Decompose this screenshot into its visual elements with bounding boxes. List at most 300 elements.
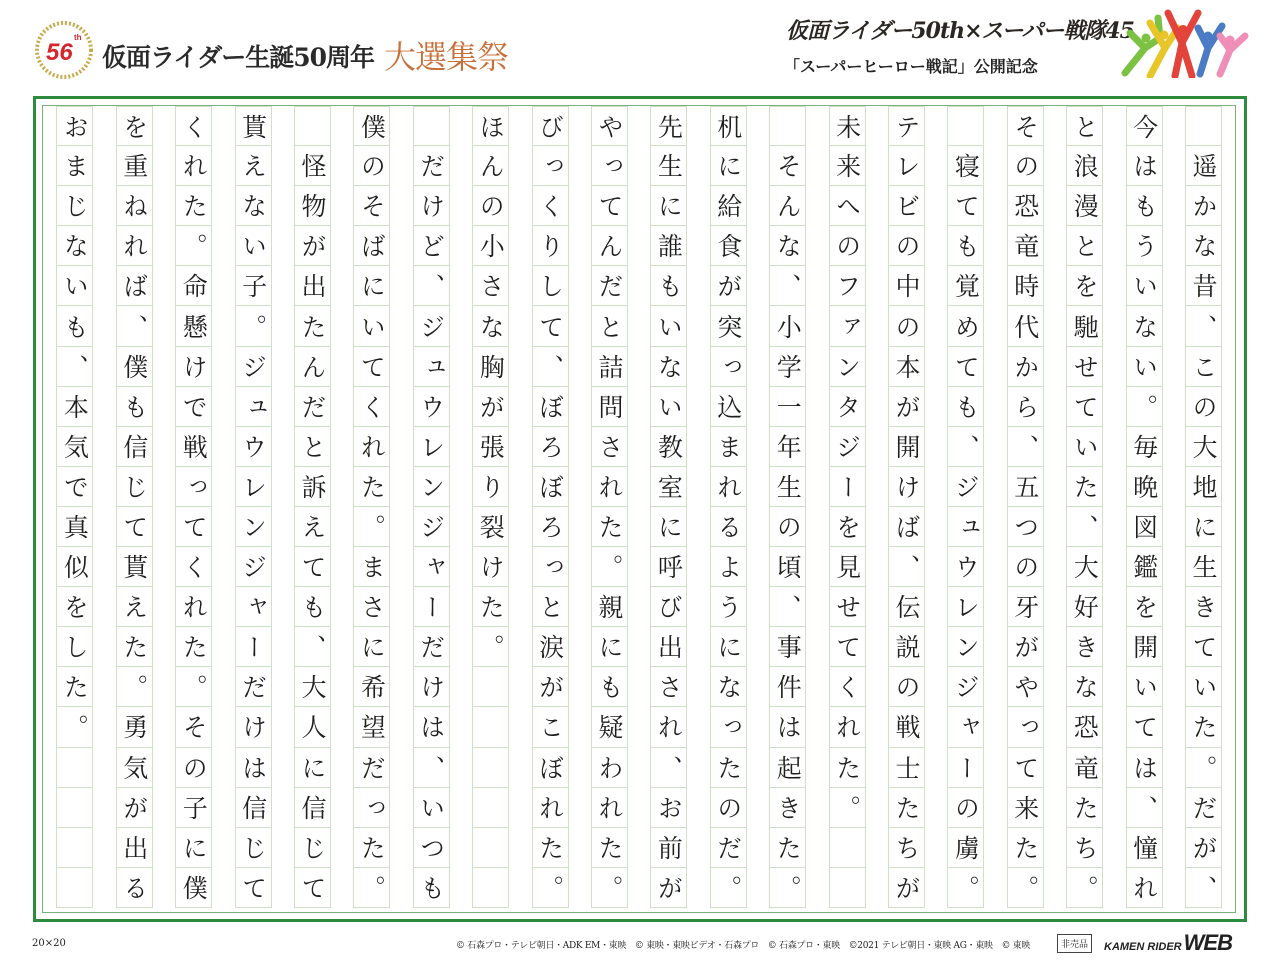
manuscript-cell: や — [1007, 667, 1044, 707]
manuscript-cell: る — [710, 507, 747, 547]
manuscript-cell: ュ — [413, 347, 450, 387]
manuscript-cell: な — [1126, 306, 1163, 346]
manuscript-cell: た — [353, 828, 390, 868]
manuscript-cell: 小 — [472, 226, 509, 266]
manuscript-cell: か — [1007, 347, 1044, 387]
manuscript-cell: ん — [591, 226, 628, 266]
manuscript-cell: 物 — [294, 186, 331, 226]
manuscript-column — [1007, 106, 1044, 908]
manuscript-cell: っ — [353, 788, 390, 828]
manuscript-cell: び — [532, 106, 569, 146]
manuscript-column — [650, 106, 687, 908]
manuscript-cell: い — [56, 266, 93, 306]
manuscript-cell: の — [947, 788, 984, 828]
manuscript-cell: 、 — [413, 748, 450, 788]
manuscript-cell: 。 — [353, 507, 390, 547]
manuscript-cell: 、 — [947, 427, 984, 467]
kamen-rider-logo-text: KAMEN RIDER — [1104, 941, 1182, 953]
manuscript-cell: 出 — [650, 627, 687, 667]
manuscript-cell: た — [175, 186, 212, 226]
manuscript-cell: 。 — [56, 707, 93, 747]
manuscript-cell: わ — [591, 748, 628, 788]
manuscript-cell: を — [116, 106, 153, 146]
manuscript-cell: い — [650, 306, 687, 346]
manuscript-cell: ぼ — [532, 748, 569, 788]
manuscript-cell: た — [1066, 467, 1103, 507]
manuscript-cell: 図 — [1126, 507, 1163, 547]
manuscript-cell: っ — [591, 146, 628, 186]
manuscript-cell: 恐 — [1066, 707, 1103, 747]
manuscript-cell: た — [591, 507, 628, 547]
manuscript-cell: 、 — [1126, 788, 1163, 828]
manuscript-cell: も — [947, 387, 984, 427]
manuscript-cell: れ — [591, 788, 628, 828]
manuscript-cell: ー — [829, 467, 866, 507]
manuscript-cell: そ — [175, 707, 212, 747]
manuscript-cell: ュ — [947, 507, 984, 547]
manuscript-cell — [472, 828, 509, 868]
manuscript-cell: や — [591, 106, 628, 146]
manuscript-cell: 恐 — [1007, 186, 1044, 226]
manuscript-cell: 胸 — [472, 347, 509, 387]
manuscript-cell: 希 — [353, 667, 390, 707]
manuscript-cell: 。 — [829, 788, 866, 828]
manuscript-cell: せ — [1066, 347, 1103, 387]
manuscript-cell: ャ — [413, 547, 450, 587]
manuscript-cell: ど — [413, 226, 450, 266]
manuscript-cell: れ — [175, 146, 212, 186]
manuscript-cell: き — [1066, 627, 1103, 667]
manuscript-cell: 望 — [353, 707, 390, 747]
manuscript-cell: 生 — [769, 467, 806, 507]
manuscript-column — [769, 106, 806, 908]
manuscript-cell: ぼ — [532, 467, 569, 507]
manuscript-cell: 給 — [710, 186, 747, 226]
manuscript-column — [532, 106, 569, 908]
manuscript-cell: 大 — [1066, 547, 1103, 587]
manuscript-cell: 戦 — [175, 427, 212, 467]
manuscript-cell: 開 — [888, 427, 925, 467]
manuscript-cell: の — [472, 186, 509, 226]
manuscript-cell: ジ — [413, 306, 450, 346]
manuscript-cell: 。 — [1066, 868, 1103, 908]
manuscript-cell: て — [175, 507, 212, 547]
manuscript-cell: だ — [710, 828, 747, 868]
manuscript-cell: け — [413, 186, 450, 226]
manuscript-cell: く — [353, 387, 390, 427]
manuscript-cell: く — [532, 186, 569, 226]
manuscript-cell — [56, 868, 93, 908]
manuscript-cell: を — [1126, 587, 1163, 627]
manuscript-cell: が — [532, 667, 569, 707]
manuscript-cell: 来 — [1007, 788, 1044, 828]
web-logo-text: WEB — [1183, 930, 1232, 955]
manuscript-cell: ま — [56, 146, 93, 186]
manuscript-cell: 子 — [235, 266, 272, 306]
manuscript-cell: ん — [472, 146, 509, 186]
manuscript-cell: つ — [413, 828, 450, 868]
manuscript-column — [1126, 106, 1163, 908]
manuscript-cell: る — [116, 868, 153, 908]
manuscript-cell: だ — [235, 667, 272, 707]
manuscript-cell: 室 — [650, 467, 687, 507]
manuscript-column — [947, 106, 984, 908]
manuscript-cell: っ — [710, 347, 747, 387]
kamen-rider-web-logo — [1104, 930, 1232, 956]
grid-size-label: 20×20 — [32, 938, 66, 949]
manuscript-cell: も — [650, 266, 687, 306]
manuscript-cell: お — [650, 788, 687, 828]
manuscript-cell: い — [1126, 266, 1163, 306]
manuscript-cell: 命 — [175, 266, 212, 306]
manuscript-cell: 伝 — [888, 587, 925, 627]
manuscript-cell: 。 — [175, 667, 212, 707]
manuscript-cell: さ — [353, 587, 390, 627]
manuscript-cell: て — [294, 547, 331, 587]
manuscript-cell: 生 — [650, 146, 687, 186]
manuscript-cell: 未 — [829, 106, 866, 146]
manuscript-cell: 信 — [116, 427, 153, 467]
manuscript-cell: が — [710, 266, 747, 306]
manuscript-cell: 、 — [769, 587, 806, 627]
manuscript-cell: 張 — [472, 427, 509, 467]
manuscript-cell: え — [116, 587, 153, 627]
manuscript-column — [591, 106, 628, 908]
manuscript-cell: さ — [472, 266, 509, 306]
manuscript-cell — [472, 667, 509, 707]
manuscript-cell: ま — [710, 427, 747, 467]
manuscript-cell: く — [829, 667, 866, 707]
manuscript-cell — [829, 828, 866, 868]
manuscript-cell: う — [710, 587, 747, 627]
manuscript-cell: 鑑 — [1126, 547, 1163, 587]
manuscript-cell: 真 — [56, 507, 93, 547]
manuscript-cell: ャ — [235, 587, 272, 627]
manuscript-cell: た — [1007, 828, 1044, 868]
manuscript-cell: れ — [710, 467, 747, 507]
manuscript-cell: い — [1066, 427, 1103, 467]
manuscript-cell: ジ — [235, 547, 272, 587]
manuscript-cell: 。 — [175, 226, 212, 266]
manuscript-cell: 、 — [1185, 868, 1222, 908]
manuscript-cell: も — [947, 226, 984, 266]
manuscript-cell: 好 — [1066, 587, 1103, 627]
manuscript-cell: 頃 — [769, 547, 806, 587]
manuscript-cell: 、 — [650, 748, 687, 788]
manuscript-cell: 教 — [650, 427, 687, 467]
manuscript-cell: な — [1185, 226, 1222, 266]
manuscript-cell: 僕 — [116, 347, 153, 387]
manuscript-cell: な — [235, 186, 272, 226]
manuscript-cell: た — [56, 667, 93, 707]
manuscript-column — [56, 106, 93, 908]
manuscript-inner-frame — [42, 105, 1236, 913]
manuscript-cell: 代 — [1007, 306, 1044, 346]
svg-text:56: 56 — [46, 39, 73, 66]
manuscript-cell: ね — [116, 186, 153, 226]
manuscript-cell: よ — [710, 547, 747, 587]
manuscript-cell: 一 — [769, 387, 806, 427]
manuscript-cell: ほ — [472, 106, 509, 146]
manuscript-cell: フ — [829, 266, 866, 306]
manuscript-cell: ン — [413, 467, 450, 507]
manuscript-cell: く — [175, 106, 212, 146]
manuscript-cell — [472, 748, 509, 788]
manuscript-cell: 年 — [769, 427, 806, 467]
manuscript-cell: 詰 — [591, 347, 628, 387]
manuscript-cell: に — [175, 828, 212, 868]
manuscript-cell: 地 — [1185, 467, 1222, 507]
manuscript-column — [888, 106, 925, 908]
manuscript-cell: の — [1007, 547, 1044, 587]
manuscript-cell: 僕 — [353, 106, 390, 146]
manuscript-cell: っ — [532, 547, 569, 587]
collab-logo-text: 仮面ライダー50th×スーパー戦隊45 — [786, 18, 1134, 44]
manuscript-cell — [294, 106, 331, 146]
manuscript-cell: 、 — [294, 627, 331, 667]
manuscript-cell: て — [116, 507, 153, 547]
manuscript-cell: て — [1185, 627, 1222, 667]
manuscript-cell: 本 — [56, 387, 93, 427]
manuscript-cell: の — [353, 146, 390, 186]
manuscript-cell: 前 — [650, 828, 687, 868]
manuscript-cell: 人 — [294, 707, 331, 747]
manuscript-column — [710, 106, 747, 908]
manuscript-cell: 貰 — [235, 106, 272, 146]
manuscript-cell: ち — [1066, 828, 1103, 868]
manuscript-cell: 、 — [1007, 427, 1044, 467]
manuscript-cell: 覚 — [947, 266, 984, 306]
manuscript-cell: て — [353, 347, 390, 387]
manuscript-cell: な — [769, 226, 806, 266]
manuscript-cell: 大 — [294, 667, 331, 707]
manuscript-cell: は — [235, 748, 272, 788]
svg-text:th: th — [74, 33, 82, 42]
manuscript-cell: な — [472, 306, 509, 346]
manuscript-cell: ジ — [947, 667, 984, 707]
manuscript-cell: 。 — [1126, 387, 1163, 427]
manuscript-cell: 怪 — [294, 146, 331, 186]
manuscript-cell: 。 — [472, 627, 509, 667]
manuscript-cell: て — [532, 306, 569, 346]
manuscript-cell: 晩 — [1126, 467, 1163, 507]
manuscript-cell: 出 — [294, 266, 331, 306]
manuscript-cell: と — [1066, 106, 1103, 146]
manuscript-cell: 五 — [1007, 467, 1044, 507]
manuscript-cell: 時 — [1007, 266, 1044, 306]
manuscript-cell: 来 — [829, 146, 866, 186]
manuscript-cell: じ — [235, 828, 272, 868]
manuscript-cell: け — [888, 467, 925, 507]
manuscript-cell: ジ — [829, 427, 866, 467]
manuscript-cell: ん — [769, 186, 806, 226]
manuscript-cell: に — [710, 146, 747, 186]
manuscript-cell: 。 — [235, 306, 272, 346]
manuscript-cell: た — [353, 467, 390, 507]
manuscript-cell: の — [829, 226, 866, 266]
manuscript-cell: ー — [413, 587, 450, 627]
manuscript-cell: た — [472, 587, 509, 627]
manuscript-cell: て — [1126, 707, 1163, 747]
manuscript-cell — [1185, 106, 1222, 146]
manuscript-cell — [947, 106, 984, 146]
manuscript-cell: っ — [1007, 707, 1044, 747]
manuscript-cell: 生 — [1185, 547, 1222, 587]
manuscript-cell: 親 — [591, 587, 628, 627]
manuscript-cell: が — [294, 226, 331, 266]
manuscript-cell: そ — [769, 146, 806, 186]
manuscript-cell: 、 — [413, 266, 450, 306]
manuscript-cell: ァ — [829, 306, 866, 346]
manuscript-cell: に — [710, 627, 747, 667]
manuscript-cell: 食 — [710, 226, 747, 266]
manuscript-cell: き — [1185, 587, 1222, 627]
kamen-rider-56th-logo — [34, 20, 94, 80]
manuscript-cell: い — [235, 226, 272, 266]
manuscript-cell: を — [56, 587, 93, 627]
manuscript-cell: れ — [116, 226, 153, 266]
manuscript-cell: れ — [591, 467, 628, 507]
manuscript-cell: 件 — [769, 667, 806, 707]
manuscript-cell: た — [1185, 707, 1222, 747]
manuscript-cell: 説 — [888, 627, 925, 667]
manuscript-cell: て — [947, 347, 984, 387]
manuscript-cell: 先 — [650, 106, 687, 146]
manuscript-cell — [769, 106, 806, 146]
manuscript-column — [472, 106, 509, 908]
manuscript-cell: け — [235, 707, 272, 747]
manuscript-cell: り — [472, 467, 509, 507]
manuscript-cell: り — [532, 226, 569, 266]
manuscript-cell — [472, 868, 509, 908]
manuscript-cell: 訴 — [294, 467, 331, 507]
manuscript-cell: は — [769, 707, 806, 747]
manuscript-cell: 疑 — [591, 707, 628, 747]
manuscript-cell: じ — [116, 467, 153, 507]
manuscript-cell: て — [235, 868, 272, 908]
manuscript-cell: ン — [235, 507, 272, 547]
manuscript-cell: 重 — [116, 146, 153, 186]
manuscript-cell: レ — [888, 146, 925, 186]
manuscript-cell: ウ — [235, 427, 272, 467]
manuscript-cell: 、 — [532, 347, 569, 387]
manuscript-cell: 遥 — [1185, 146, 1222, 186]
manuscript-cell: れ — [829, 707, 866, 747]
manuscript-cell: 漫 — [1066, 186, 1103, 226]
manuscript-cell: っ — [710, 707, 747, 747]
manuscript-cell: か — [1185, 186, 1222, 226]
manuscript-cell: て — [1007, 748, 1044, 788]
manuscript-cell: だ — [353, 748, 390, 788]
manuscript-cell: い — [353, 306, 390, 346]
manuscript-cell: 、 — [769, 266, 806, 306]
manuscript-cell: 。 — [116, 667, 153, 707]
manuscript-cell: 本 — [888, 347, 925, 387]
manuscript-cell: お — [56, 106, 93, 146]
manuscript-cell: を — [1066, 266, 1103, 306]
manuscript-cell: い — [1126, 347, 1163, 387]
manuscript-cell: 。 — [1007, 868, 1044, 908]
manuscript-cell: し — [532, 266, 569, 306]
manuscript-column — [235, 106, 272, 908]
manuscript-cell: さ — [591, 427, 628, 467]
manuscript-cell: 憧 — [1126, 828, 1163, 868]
manuscript-cell: 馳 — [1066, 306, 1103, 346]
manuscript-cell: 涙 — [532, 627, 569, 667]
manuscript-cell: な — [710, 667, 747, 707]
manuscript-cell: 、 — [1185, 306, 1222, 346]
manuscript-cell: 。 — [769, 868, 806, 908]
manuscript-cell: 開 — [1126, 627, 1163, 667]
manuscript-cell: 呼 — [650, 547, 687, 587]
manuscript-cell: ン — [829, 347, 866, 387]
manuscript-cell: さ — [650, 667, 687, 707]
manuscript-cell — [472, 788, 509, 828]
manuscript-cell: た — [175, 627, 212, 667]
manuscript-cell: 問 — [591, 387, 628, 427]
manuscript-cell: ま — [353, 547, 390, 587]
manuscript-cell: た — [532, 828, 569, 868]
manuscript-cell: 机 — [710, 106, 747, 146]
manuscript-cell: た — [710, 748, 747, 788]
manuscript-cell: も — [56, 306, 93, 346]
manuscript-cell: て — [829, 627, 866, 667]
manuscript-cell: ャ — [947, 707, 984, 747]
manuscript-cell: え — [294, 507, 331, 547]
manuscript-cell: ー — [947, 748, 984, 788]
manuscript-cell: に — [591, 627, 628, 667]
manuscript-cell: ュ — [235, 387, 272, 427]
manuscript-cell: れ — [650, 707, 687, 747]
manuscript-cell: 牙 — [1007, 587, 1044, 627]
manuscript-cell: た — [294, 306, 331, 346]
manuscript-cell: ビ — [888, 186, 925, 226]
manuscript-cell: 僕 — [175, 868, 212, 908]
manuscript-cell: レ — [947, 587, 984, 627]
manuscript-cell: ジ — [235, 347, 272, 387]
manuscript-cell: を — [829, 507, 866, 547]
manuscript-cell: れ — [1126, 868, 1163, 908]
manuscript-cell: だ — [1185, 788, 1222, 828]
manuscript-cell: ウ — [413, 387, 450, 427]
manuscript-cell: レ — [235, 467, 272, 507]
manuscript-cell: び — [650, 587, 687, 627]
manuscript-cell: に — [650, 186, 687, 226]
manuscript-cell: も — [413, 868, 450, 908]
manuscript-cell: 。 — [591, 547, 628, 587]
manuscript-cell: つ — [1007, 507, 1044, 547]
manuscript-cell: け — [413, 667, 450, 707]
manuscript-cell: 。 — [947, 868, 984, 908]
manuscript-cell — [829, 868, 866, 908]
manuscript-cell: に — [353, 266, 390, 306]
manuscript-cell: 気 — [56, 427, 93, 467]
manuscript-cell: 誰 — [650, 226, 687, 266]
manuscript-cell: も — [1126, 186, 1163, 226]
manuscript-cell: れ — [532, 788, 569, 828]
manuscript-cell: と — [1066, 226, 1103, 266]
manuscript-cell: こ — [532, 707, 569, 747]
manuscript-cell: い — [413, 788, 450, 828]
manuscript-cell: へ — [829, 186, 866, 226]
manuscript-cell: に — [1185, 507, 1222, 547]
manuscript-cell: ろ — [532, 427, 569, 467]
manuscript-cell: は — [413, 707, 450, 747]
manuscript-cell: れ — [175, 587, 212, 627]
manuscript-cell: と — [591, 306, 628, 346]
manuscript-cell: た — [769, 828, 806, 868]
manuscript-cell: 昔 — [1185, 266, 1222, 306]
